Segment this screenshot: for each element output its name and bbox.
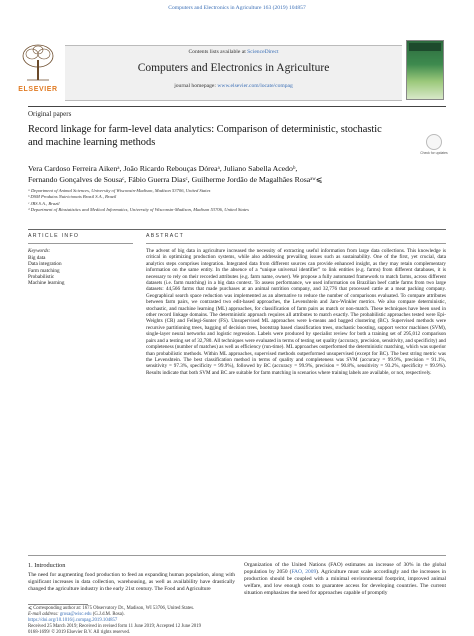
sciencedirect-link[interactable]: ScienceDirect bbox=[247, 49, 279, 55]
check-updates-icon bbox=[426, 134, 442, 150]
intro-text: ). Agriculture must scale accordingly and the increases in production should be coupled with a minimal environmental footprint, improved animal welfare, and low enough costs to guarantee access for developing countries. The current situation emphasizes the need for approaches capable of promptly bbox=[244, 569, 446, 597]
authors-line-2[interactable]: Fernando Gonçalves de Sousaᶜ, Fábio Guerra Diasᶜ, Guilherme Jordão de Magalhães Rosaᵃʷ⩽ bbox=[28, 175, 323, 184]
affiliation: ᶜ JBS S.A., Brazil bbox=[28, 200, 60, 206]
elsevier-logo[interactable] bbox=[13, 42, 63, 98]
affiliation: ᵈ Department of Biostatistics and Medical Informatics, University of Wisconsin-Madison, Madison 53706, United States bbox=[28, 207, 249, 213]
cover-band bbox=[409, 43, 441, 51]
email-link[interactable]: grosa@wisc.edu bbox=[59, 612, 92, 618]
introduction-column-2 bbox=[244, 562, 446, 597]
email-suffix: (G.J.d.M. Rosa). bbox=[91, 612, 125, 618]
homepage-prefix: journal homepage: bbox=[174, 83, 218, 89]
journal-masthead bbox=[10, 45, 464, 101]
journal-banner bbox=[65, 45, 402, 101]
article-info-divider bbox=[28, 243, 133, 244]
fao-citation-link[interactable]: FAO, 2009 bbox=[291, 569, 317, 576]
keyword: Farm matching bbox=[28, 267, 60, 274]
keywords-list bbox=[28, 255, 64, 286]
intro-text: Organization of the United Nations (FAO) estimates an increase of 30% in the global population by 2050 ( bbox=[244, 562, 446, 576]
header-divider bbox=[28, 106, 446, 107]
journal-citation[interactable]: Computers and Electronics in Agriculture 163 (2019) 104857 bbox=[168, 5, 306, 11]
received-dates: Received 25 March 2019; Received in revised form 11 June 2019; Accepted 12 June 2019 bbox=[28, 624, 201, 630]
abstract-divider bbox=[146, 243, 446, 244]
email-prefix: E-mail address: bbox=[28, 612, 60, 618]
issn-copyright: 0168-1699/ © 2019 Elsevier B.V. All rights reserved. bbox=[28, 630, 131, 636]
introduction-column-1: The need for augmenting food production to feed an expanding human population, along with significant increases in data collection, warehousing, as well as availability have drastically changed the agriculture industry in the early 21st century. The Food and Agriculture bbox=[28, 572, 235, 593]
keyword: Data integration bbox=[28, 261, 62, 268]
affiliations bbox=[28, 188, 438, 214]
abstract-text: The advent of big data in agriculture increased the necessity of extracting useful information from large data collections. This knowledge is critical in optimizing production systems, while also addressing prevailing issues such as sustainability. One of the first, yet crucial, data analytics steps comprises integration. Integrated data from different sources can provide enhanced insight, as they may retain complementary information on the same entity. In the absence of a “unique universal identifier” to link entities (e.g. farms) from different databases, it is necessary to rely on their recorded attributes (e.g. farm name, owner). We propose a fully automated framework to match farms, across different datasets (i.e. farm matching) in a big data context. To assess performance, we used information on Brazilian beef cattle farms from two large datasets: 44,566 farms that made purchases at an animal nutrition company, and 32,776 that processed cattle at a meat packing company. Geographical search space reduction was implemented as an alternative to reduce the number of comparisons evaluated. To compare attributes between farm pairs, we contrasted two edit-based approaches, the Levenshtein and Jaro-Winkler metrics. We also compare deterministic, stochastic, and machine learning (ML) approaches, for classification of farm pairs as match or non-match. These techniques have been used in other record linkage domains. The deterministic approach requires all attributes to match exactly. The probabilistic approaches tested were Epi-Weights (CR) and Fellegi-Sunter (FS). Unsupervised ML approaches were k-means and bagged clustering (BC). Supervised methods were recursive partitioning trees, bagging of decision trees, bootstrap based classification trees, stochastic boosting, support vector machines (SVM), single-layer neural networks and logistic regression. Labels were produced by specialist review for both a training set of 295,012 comparison pairs and a testing set of 32,780. All techniques were evaluated in terms of testing set quality (accuracy, precision, sensitivity, and specificity) and completeness (number of matches) as well as efficiency (run-time). ML approaches outperformed the deterministic matching, which was superior than probabilistic methods. Within ML approaches, supervised methods outperformed unsupervised (except for BC). The best string metric was the Levenshtein. The best classification method in terms of quality and completeness was SVM (accuracy = 99.9%, precision = 91.1%, sensitivity = 97.3%, specificity = 99.9%), followed by BC (accuracy = 99.9%, precision = 90.8%, sensitivity = 93.2%, specificity = 99.9%). Results indicate that both SVM and BC are suitable for farm matching in scenarios where training labels are available, or not, respectively. bbox=[146, 248, 446, 376]
abstract-heading: ABSTRACT bbox=[146, 233, 185, 239]
authors-line-1[interactable]: Vera Cardoso Ferreira Aikenᵃ, João Ricardo Rebouças Dóreaᵃ, Juliano Sabella Acedoᵇ, bbox=[28, 164, 298, 173]
keyword: Big data bbox=[28, 255, 46, 261]
check-updates-label: Check for updates bbox=[420, 151, 448, 155]
introduction-heading: 1. Introduction bbox=[28, 562, 66, 569]
contents-prefix: Contents lists available at bbox=[188, 49, 248, 55]
author-list bbox=[28, 163, 438, 185]
contents-line bbox=[65, 49, 402, 55]
check-updates-button[interactable] bbox=[420, 134, 448, 162]
journal-title: Computers and Electronics in Agriculture bbox=[137, 62, 330, 74]
affiliation: ᵇ DSM Produtos Nutricionais Brasil S.A., Brazil bbox=[28, 194, 117, 200]
homepage-line bbox=[65, 83, 402, 89]
keyword: Machine learning bbox=[28, 280, 65, 287]
article-info-heading: ARTICLE INFO bbox=[28, 233, 80, 239]
footnote-divider bbox=[28, 604, 88, 605]
doi-link[interactable]: https://doi.org/10.1016/j.compag.2019.104857 bbox=[28, 618, 118, 624]
article-title: Record linkage for farm-level data analytics: Comparison of deterministic, stochastic and machine learning methods bbox=[28, 124, 382, 148]
journal-cover-image[interactable] bbox=[406, 40, 444, 100]
keyword: Probabilistic bbox=[28, 273, 55, 280]
corresponding-author-note: ⩽ Corresponding author at: 1675 Observatory Dr., Madison, WI 53706, United States. bbox=[28, 606, 195, 611]
section-divider bbox=[28, 229, 446, 230]
homepage-link[interactable]: www.elsevier.com/locate/compag bbox=[217, 83, 293, 89]
elsevier-wordmark: ELSEVIER bbox=[18, 86, 58, 93]
body-divider bbox=[28, 555, 446, 556]
section-type: Original papers bbox=[28, 110, 72, 118]
elsevier-tree-icon bbox=[19, 42, 57, 82]
footnotes bbox=[28, 606, 448, 636]
affiliation: ᵃ Department of Animal Sciences, University of Wisconsin-Madison, Madison 53706, United States bbox=[28, 188, 211, 193]
keywords-label: Keywords: bbox=[28, 248, 51, 254]
